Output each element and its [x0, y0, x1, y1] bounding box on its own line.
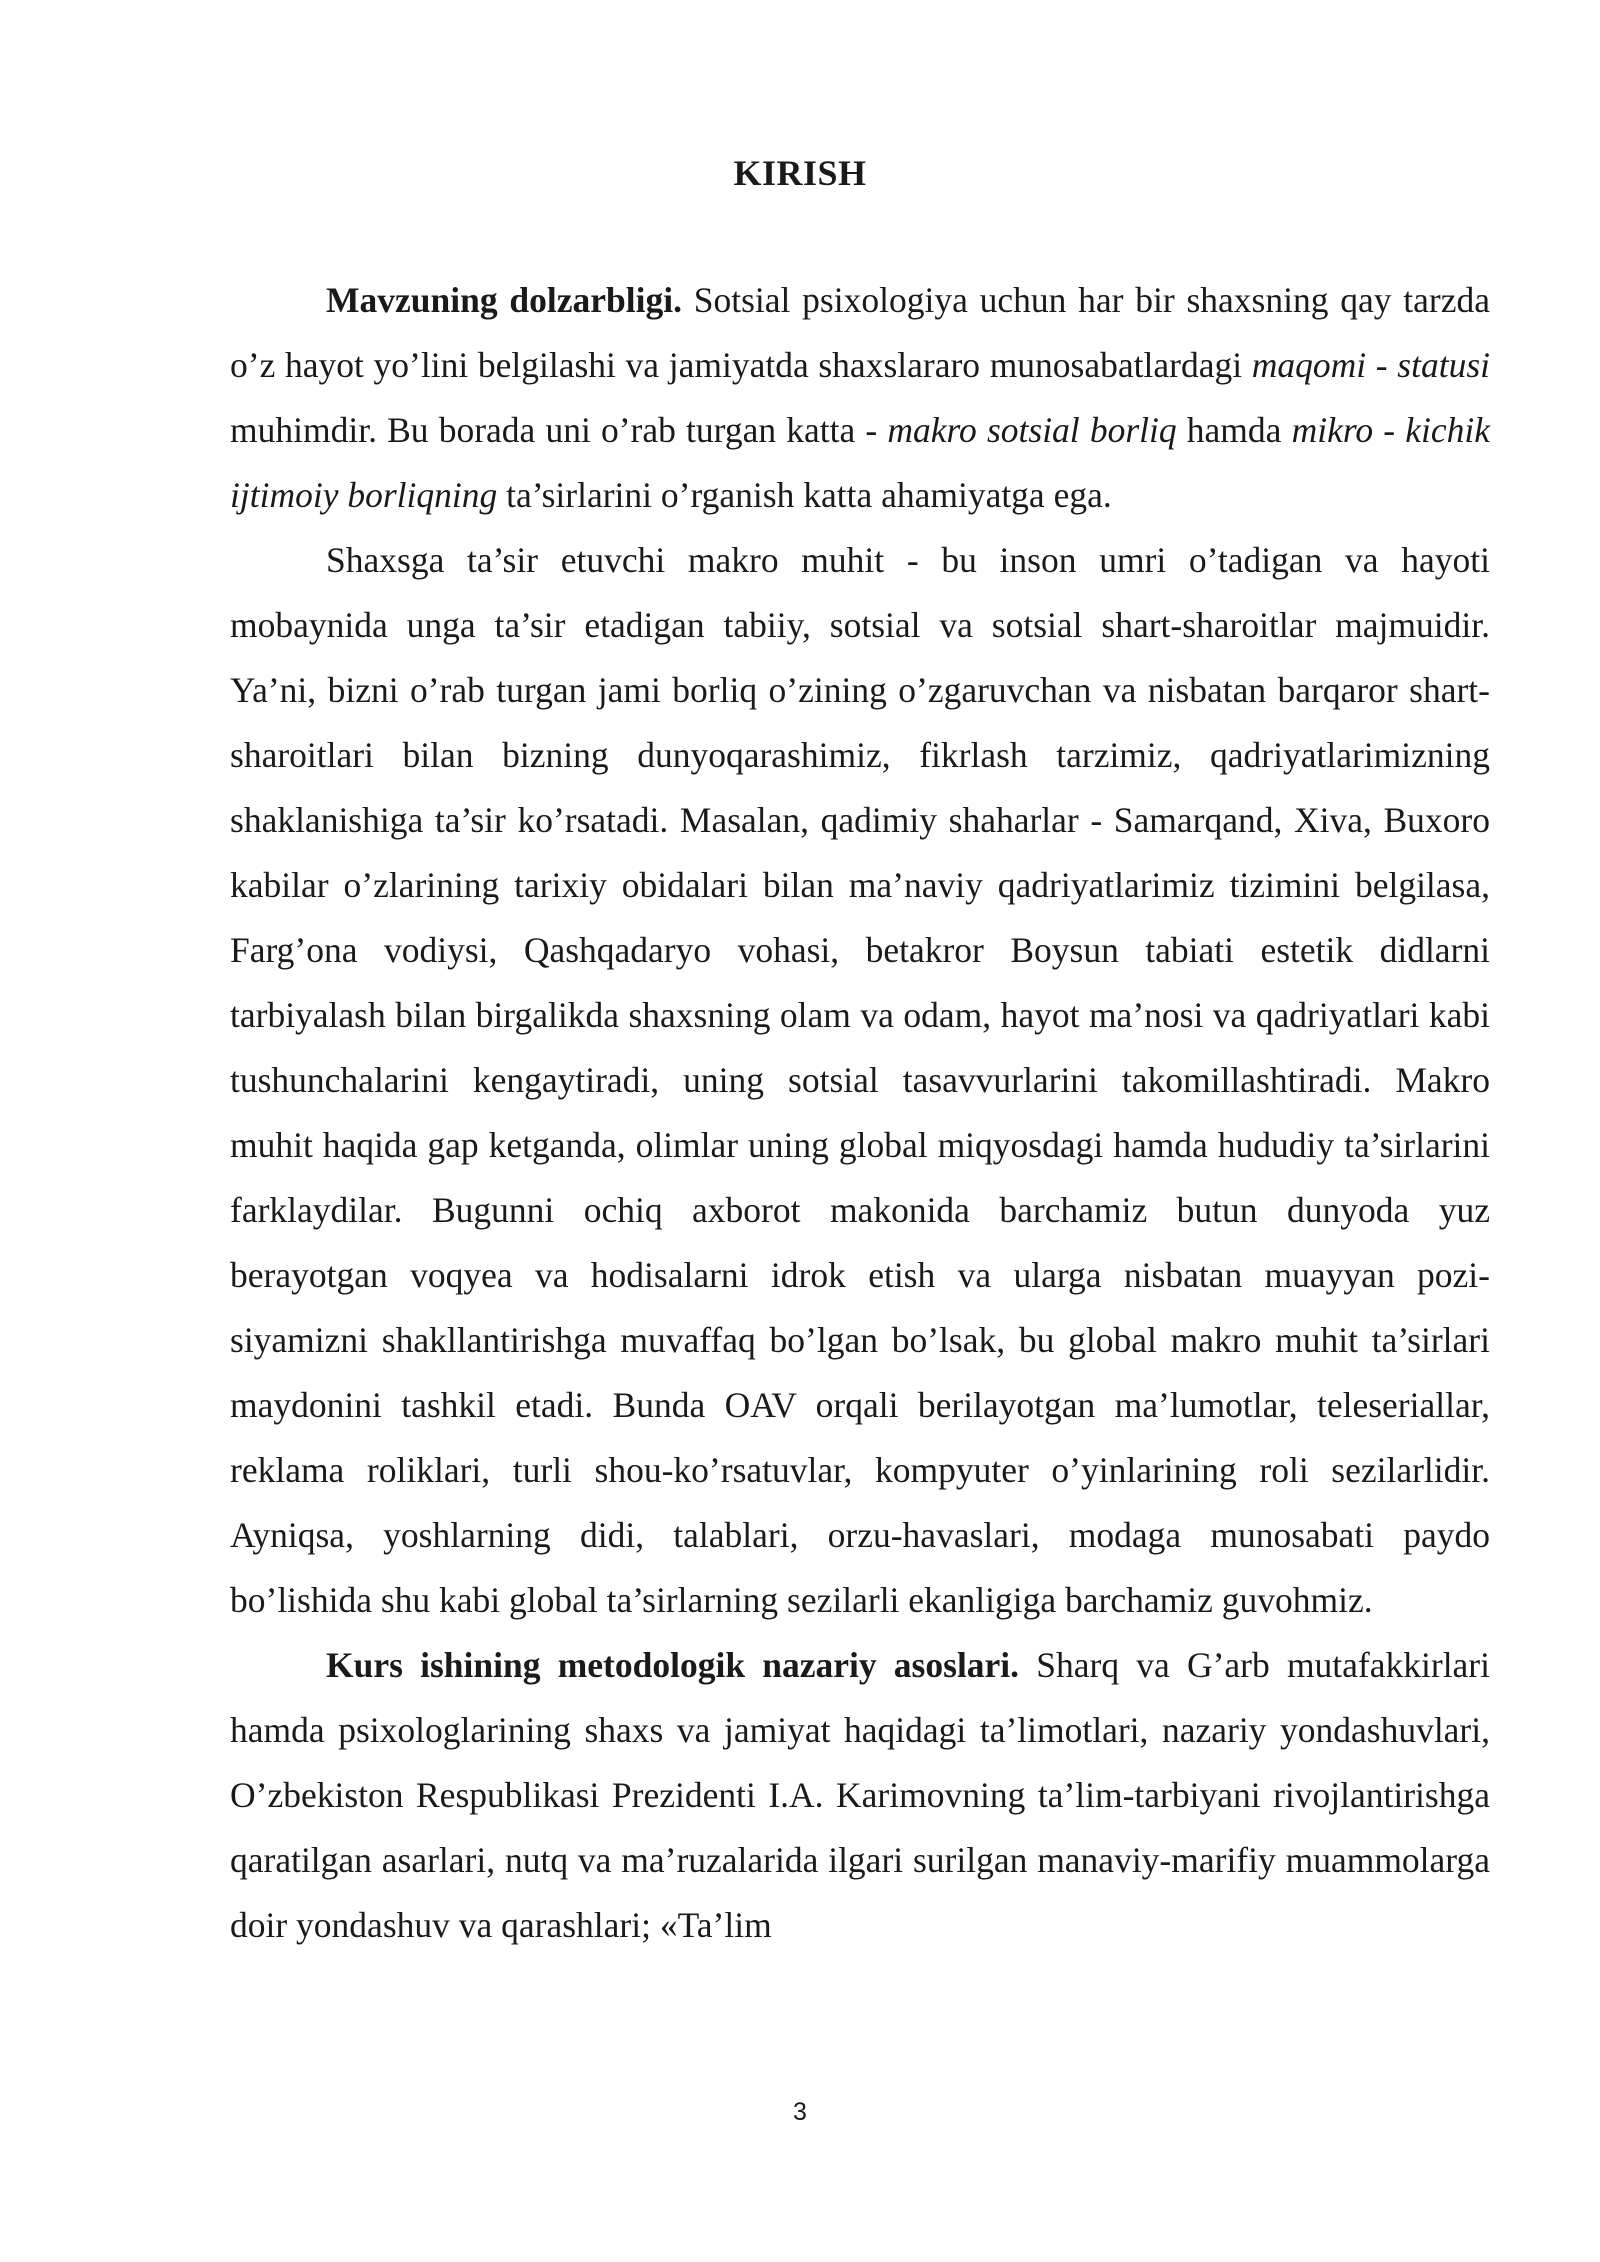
italic-term: maqomi - statusi — [1251, 345, 1490, 385]
page-number: 3 — [793, 2098, 807, 2126]
page-title: KIRISH — [733, 153, 867, 193]
italic-term: makro sotsial borliq — [887, 410, 1177, 450]
paragraph-text: ta’sirlarini o’rganish katta ahamiyatga ega. — [497, 475, 1112, 515]
body-text — [230, 268, 1490, 1958]
paragraph-text: Sharq va G’arb mutafakkirlari hamda psixologlarining shaxs va jamiyat haqidagi ta’limotlari, nazariy yondashuvlari, O’zbekiston Respublikasi Prezidenti I.A. Karimovning ta’lim-tarbiyani rivojlantirishga qaratilgan asarlari, nutq va ma’ruzalarida ilgari surilgan manaviy-marifiy muammolarga doir yondashuv va qarashlari; «Ta’lim — [230, 1645, 1490, 1945]
paragraph-methodology — [230, 1633, 1490, 1958]
paragraph-text: Shaxsga ta’sir etuvchi makro muhit - bu inson umri o’tadigan va hayoti mobaynida unga ta’sir etadigan tabiiy, sotsial va sotsial shart-sharoitlar majmuidir. Ya’ni, bizni o’rab turgan jami borliq o’zining o’zgaruvchan va nisbatan barqaror shart-sharoitlari bilan bizning dunyoqarashimiz, fikrlash tarzimiz, qadriyatlarimizning shaklanishiga ta’sir ko’rsatadi. Masalan, qadimiy shaharlar - Samarqand, Xiva, Buxoro kabilar o’zlarining tarixiy obidalari bilan ma’naviy qadriyatlarimiz tizimini belgilasa, Farg’ona vodiysi, Qashqadaryo vohasi, betakror Boysun tabiati estetik didlarni tarbiyalash bilan birgalikda shaxsning olam va odam, hayot ma’nosi va qadriyatlari kabi tushunchalarini kengaytiradi, uning sotsial tasavvurlarini takomillashtiradi. Makro muhit haqida gap ketganda, olimlar uning global miqyosdagi hamda hududiy ta’sirlarini farklaydilar. Bugunni ochiq axborot makonida barchamiz butun dunyoda yuz berayotgan voqyea va hodisalarni idrok etish va ularga nisbatan muayyan pozi-siyamizni shakllantirishga muvaffaq bo’lgan bo’lsak, bu global makro muhit ta’sirlari maydonini tashkil etadi. Bunda OAV orqali berilayotgan ma’lumotlar, teleseriallar, reklama roliklari, turli shou-ko’rsatuvlar, kompyuter o’yinlarining roli sezilarlidir. Ayniqsa, yoshlarning didi, talablari, orzu-havaslari, modaga munosabati paydo bo’lishida shu kabi global ta’sirlarning sezilarli ekanligiga barchamiz guvohmiz. — [230, 540, 1490, 1620]
paragraph-heading-methodology: Kurs ishining metodologik nazariy asoslari. — [326, 1645, 1020, 1685]
italic-term: mikro - kichik ijtimoiy borliqning — [230, 410, 1490, 515]
paragraph-relevance — [230, 268, 1490, 528]
paragraph-text: muhimdir. Bu borada uni o’rab turgan katta - — [230, 410, 888, 450]
paragraph-heading-relevance: Mavzuning dolzarbligi. — [326, 280, 682, 320]
paragraph-text: hamda — [1176, 410, 1292, 450]
paragraph-text: Sotsial psixologiya uchun har bir shaxsning qay tarzda o’z hayot yo’lini belgilashi va jamiyatda shaxslararo munosabatlardagi — [230, 280, 1491, 385]
paragraph-macro-environment — [230, 528, 1490, 1633]
